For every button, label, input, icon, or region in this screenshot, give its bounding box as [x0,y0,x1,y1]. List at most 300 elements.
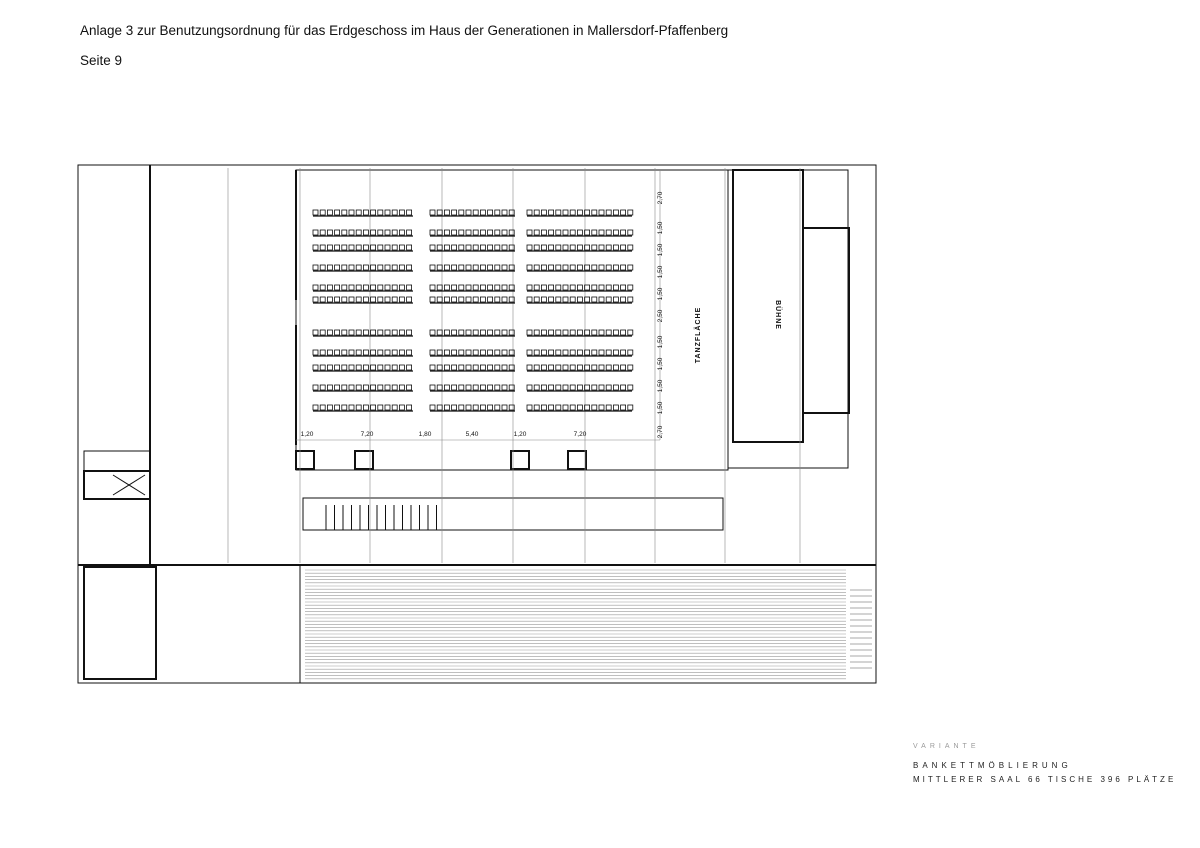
chair [313,230,318,235]
chair [385,230,390,235]
chair [621,385,626,390]
chair [327,210,332,215]
chair [606,330,611,335]
chair [527,230,532,235]
chair [313,350,318,355]
chair [407,297,412,302]
chair [549,265,554,270]
column [511,451,529,469]
chair [349,210,354,215]
chair [606,385,611,390]
chair [392,330,397,335]
chair [320,330,325,335]
chair [356,210,361,215]
chair [335,350,340,355]
chair [342,245,347,250]
chair [585,350,590,355]
chair [452,245,457,250]
chair [488,230,493,235]
chair [488,330,493,335]
chair [459,350,464,355]
chair [378,297,383,302]
chair [313,330,318,335]
chair [541,297,546,302]
chair [363,330,368,335]
chair [488,350,493,355]
chair [613,405,618,410]
chair [399,350,404,355]
chair [437,285,442,290]
chair [577,330,582,335]
chair [342,230,347,235]
chair [363,385,368,390]
dimension-label: 1,50 [657,401,664,415]
lower-left-room [84,567,156,679]
chair [599,265,604,270]
chair [480,245,485,250]
chair [549,330,554,335]
chair [385,365,390,370]
chair [599,285,604,290]
chair [577,265,582,270]
chair [407,330,412,335]
chair [534,385,539,390]
chair [585,265,590,270]
chair [444,210,449,215]
chair [444,265,449,270]
chair [556,330,561,335]
dimension-label: 1,20 [300,431,314,438]
dimension-label: 1,50 [657,221,664,235]
chair [585,330,590,335]
chair [613,210,618,215]
chair [563,285,568,290]
chair [473,297,478,302]
chair [606,365,611,370]
chair [437,265,442,270]
chair [606,285,611,290]
chair [313,210,318,215]
chair [480,350,485,355]
chair [556,285,561,290]
chair [378,330,383,335]
chair [459,265,464,270]
chair [509,245,514,250]
chair [606,297,611,302]
chair [320,210,325,215]
chair [599,210,604,215]
chair [320,365,325,370]
chair [342,365,347,370]
chair [407,210,412,215]
chair [570,245,575,250]
chair [541,210,546,215]
chair [392,265,397,270]
chair [502,297,507,302]
chair [577,385,582,390]
chair [621,405,626,410]
column [568,451,586,469]
chair [356,385,361,390]
chair [502,230,507,235]
chair [473,405,478,410]
chair [480,210,485,215]
chair [356,285,361,290]
chair [592,210,597,215]
chair [509,265,514,270]
chair [585,230,590,235]
dimension-label: 1,80 [418,431,432,438]
chair [356,365,361,370]
chair [502,210,507,215]
dimension-label: 5,40 [465,431,479,438]
chair [621,285,626,290]
chair [577,350,582,355]
chair [399,265,404,270]
chair [327,350,332,355]
chair [466,365,471,370]
chair [437,230,442,235]
chair [371,245,376,250]
chair [628,265,633,270]
chair [473,285,478,290]
chair [349,265,354,270]
chair [459,365,464,370]
chair [342,330,347,335]
backstage-wall [803,228,849,413]
chair [592,385,597,390]
chair [320,405,325,410]
chair [628,297,633,302]
chair [527,350,532,355]
chair [371,365,376,370]
chair [313,265,318,270]
dimension-label: 7,20 [573,431,587,438]
stage-wall [733,170,803,442]
chair [541,405,546,410]
chair [335,365,340,370]
chair [570,350,575,355]
chair [407,385,412,390]
chair [327,405,332,410]
chair [385,330,390,335]
chair [621,297,626,302]
chair [452,365,457,370]
chair [488,285,493,290]
chair [606,210,611,215]
chair [502,405,507,410]
chair [313,365,318,370]
chair [563,385,568,390]
chair [335,210,340,215]
bottom-dimension-labels [301,431,587,438]
dimension-label: 1,20 [513,431,527,438]
chair [592,285,597,290]
chair [534,405,539,410]
chair [430,245,435,250]
chair [437,297,442,302]
chair [342,385,347,390]
chair [335,245,340,250]
chair [371,297,376,302]
chair [556,210,561,215]
chair [563,350,568,355]
chair [488,297,493,302]
chair [592,230,597,235]
chair [399,405,404,410]
chair [385,350,390,355]
chair [437,350,442,355]
chair [599,350,604,355]
chair [452,330,457,335]
chair [480,405,485,410]
stage-label: BÜHNE [774,300,781,330]
dimension-label: 2,70 [657,191,664,205]
chair [444,405,449,410]
chair [549,297,554,302]
right-dimension-labels [657,191,664,438]
chair [502,385,507,390]
chair [577,285,582,290]
chair [488,405,493,410]
chair [527,265,532,270]
chair [378,350,383,355]
chair [335,405,340,410]
chair [570,297,575,302]
chair [556,297,561,302]
chair [452,210,457,215]
chair [502,330,507,335]
chair [407,365,412,370]
chair [444,245,449,250]
dimension-label: 1,50 [657,379,664,393]
chair [459,245,464,250]
chair [599,245,604,250]
chair [342,285,347,290]
chair [392,210,397,215]
chair [430,297,435,302]
chair [488,265,493,270]
chair [628,285,633,290]
chair [534,330,539,335]
chair [534,297,539,302]
chair [392,285,397,290]
chair [502,265,507,270]
chair [534,230,539,235]
dimension-label: 1,50 [657,287,664,301]
chair [459,230,464,235]
chair [452,297,457,302]
stamp-title: BANKETTMÖBLIERUNG [913,761,1072,770]
chair [592,245,597,250]
chair [378,365,383,370]
chair [509,297,514,302]
chair [349,405,354,410]
chair [509,285,514,290]
chair [549,245,554,250]
chair [363,297,368,302]
chair [313,385,318,390]
stage-outer [728,170,848,468]
chair [480,265,485,270]
chair [599,405,604,410]
chair [592,405,597,410]
chair [378,385,383,390]
chair [556,385,561,390]
chair [466,245,471,250]
chair [437,330,442,335]
chair [437,245,442,250]
chair [349,385,354,390]
chair [488,210,493,215]
chair [577,405,582,410]
chair [534,265,539,270]
chair [570,210,575,215]
chair [335,385,340,390]
chair [407,265,412,270]
chair [577,365,582,370]
chair [356,350,361,355]
dimension-label: 1,50 [657,357,664,371]
page-number: Seite 9 [80,53,123,68]
chair [371,330,376,335]
chair [335,230,340,235]
chair [385,405,390,410]
document-title: Anlage 3 zur Benutzungsordnung für das Erdgeschoss im Haus der Generationen in Mallersdorf-Pfaffenberg [80,23,729,38]
chair [459,385,464,390]
chair [371,285,376,290]
stair-core [84,471,150,499]
chair [563,330,568,335]
chair [599,365,604,370]
chair [452,285,457,290]
chair [473,230,478,235]
chair [613,350,618,355]
chair [320,297,325,302]
chair [313,297,318,302]
chair [399,245,404,250]
chair [342,350,347,355]
chair [466,230,471,235]
chair [592,297,597,302]
chair [628,405,633,410]
chair [349,365,354,370]
chair [628,385,633,390]
chair [320,350,325,355]
chair [399,210,404,215]
dimension-label: 7,20 [360,431,374,438]
chair [606,245,611,250]
chair [444,285,449,290]
chair [356,245,361,250]
chair [363,350,368,355]
chair [488,385,493,390]
chair [613,265,618,270]
chair [628,230,633,235]
chair [399,297,404,302]
chair [399,230,404,235]
chair [320,265,325,270]
chair [509,405,514,410]
chair [541,350,546,355]
chair [399,365,404,370]
chair [392,365,397,370]
chair [577,210,582,215]
chair [473,265,478,270]
chair [459,330,464,335]
chair [613,245,618,250]
chair [570,230,575,235]
chair [430,330,435,335]
chair [392,405,397,410]
chair [502,350,507,355]
chair [466,265,471,270]
chair [378,230,383,235]
chair [392,385,397,390]
chair [628,210,633,215]
chair [452,385,457,390]
dance-floor-label: TANZFLÄCHE [695,306,702,364]
chair [459,285,464,290]
chair [320,385,325,390]
chair [466,210,471,215]
chair [527,245,532,250]
chair [407,245,412,250]
chair [502,285,507,290]
chair [335,330,340,335]
chair [349,297,354,302]
chair [549,210,554,215]
chair [577,297,582,302]
chair [613,285,618,290]
chair [356,230,361,235]
chair [363,230,368,235]
chair [385,245,390,250]
chair [628,330,633,335]
chair [541,230,546,235]
chair [585,385,590,390]
chair [407,405,412,410]
chair [452,350,457,355]
chair [621,230,626,235]
chair [613,297,618,302]
chair [495,385,500,390]
chair [628,245,633,250]
chair [527,297,532,302]
chair [599,297,604,302]
chair [549,350,554,355]
chair [495,210,500,215]
chair [385,285,390,290]
chair [621,265,626,270]
column [296,451,314,469]
chair [577,230,582,235]
chair [437,385,442,390]
chair [452,265,457,270]
chair [444,330,449,335]
chair [495,297,500,302]
chair [480,365,485,370]
chair [541,285,546,290]
chair [313,245,318,250]
chair [313,285,318,290]
chair [549,285,554,290]
chair [534,285,539,290]
chair [480,330,485,335]
chair [563,245,568,250]
chair [385,210,390,215]
chair [527,210,532,215]
